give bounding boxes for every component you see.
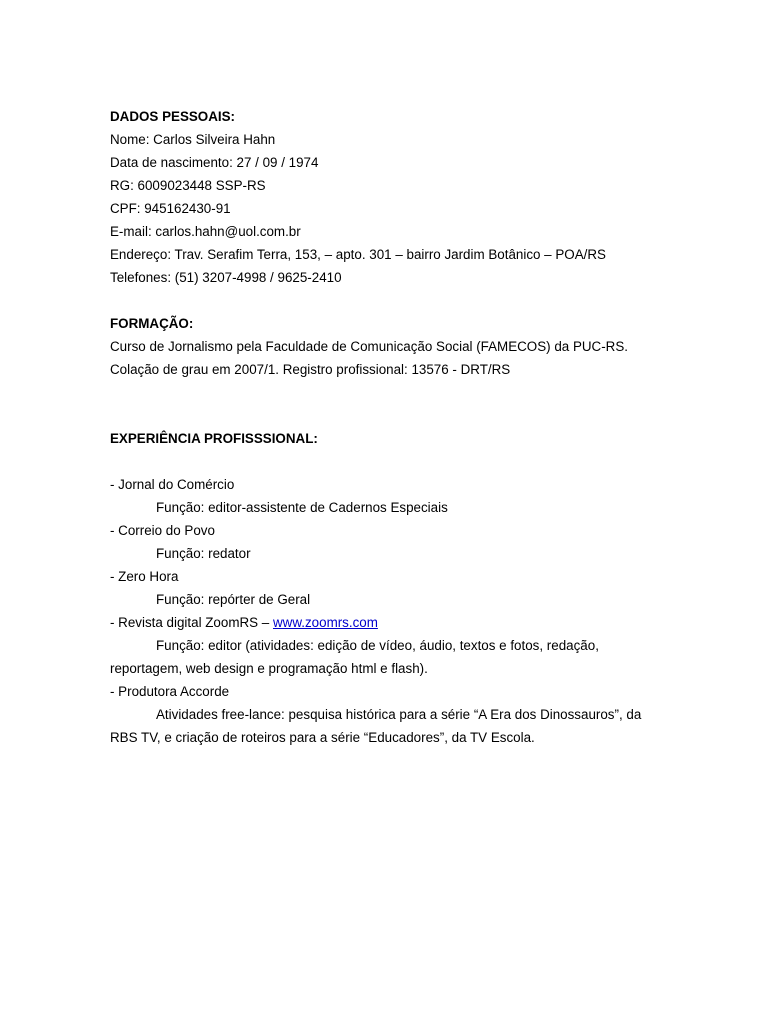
personal-heading: DADOS PESSOAIS:: [110, 109, 236, 124]
education-text: Curso de Jornalismo pela Faculdade de Comunicação Social (FAMECOS) da PUC-RS. Colação de grau em 2007/1. Registro profissional: 13576 - DRT/RS: [110, 339, 628, 377]
job-company: - Jornal do Comércio: [110, 477, 235, 492]
personal-cpf: CPF: 945162430-91: [110, 201, 231, 216]
personal-phones: Telefones: (51) 3207-4998 / 9625-2410: [110, 270, 342, 285]
personal-name: Nome: Carlos Silveira Hahn: [110, 132, 276, 147]
spacer: [110, 289, 650, 312]
personal-birth: Data de nascimento: 27 / 09 / 1974: [110, 155, 319, 170]
education-heading: FORMAÇÃO:: [110, 316, 194, 331]
job-company: - Zero Hora: [110, 569, 179, 584]
job-role: Função: redator: [156, 546, 251, 561]
personal-address: Endereço: Trav. Serafim Terra, 153, – apto. 301 – bairro Jardim Botânico – POA/RS: [110, 247, 606, 262]
spacer: [110, 450, 650, 473]
spacer: [110, 404, 650, 427]
zoomrs-link[interactable]: www.zoomrs.com: [272, 615, 378, 630]
personal-email: E-mail: carlos.hahn@uol.com.br: [110, 224, 301, 239]
job-role: Atividades free-lance: pesquisa histórica para a série “A Era dos Dinossauros”, da RBS TV, e criação de roteiros para a série “Educadores”, da TV Escola.: [110, 707, 642, 745]
job-company: - Correio do Povo: [110, 523, 215, 538]
spacer: [110, 381, 650, 404]
job-role: Função: repórter de Geral: [156, 592, 311, 607]
job-company-zoomrs: [110, 611, 650, 634]
experience-heading: EXPERIÊNCIA PROFISSSIONAL:: [110, 431, 318, 446]
job-role: Função: editor (atividades: edição de vídeo, áudio, textos e fotos, redação, reportagem, web design e programação html e flash).: [110, 638, 599, 676]
job-company-prefix: - Revista digital ZoomRS –: [110, 615, 273, 630]
personal-rg: RG: 6009023448 SSP-RS: [110, 178, 266, 193]
resume-content: [110, 105, 650, 749]
job-company: - Produtora Accorde: [110, 684, 230, 699]
job-role: Função: editor-assistente de Cadernos Especiais: [156, 500, 448, 515]
